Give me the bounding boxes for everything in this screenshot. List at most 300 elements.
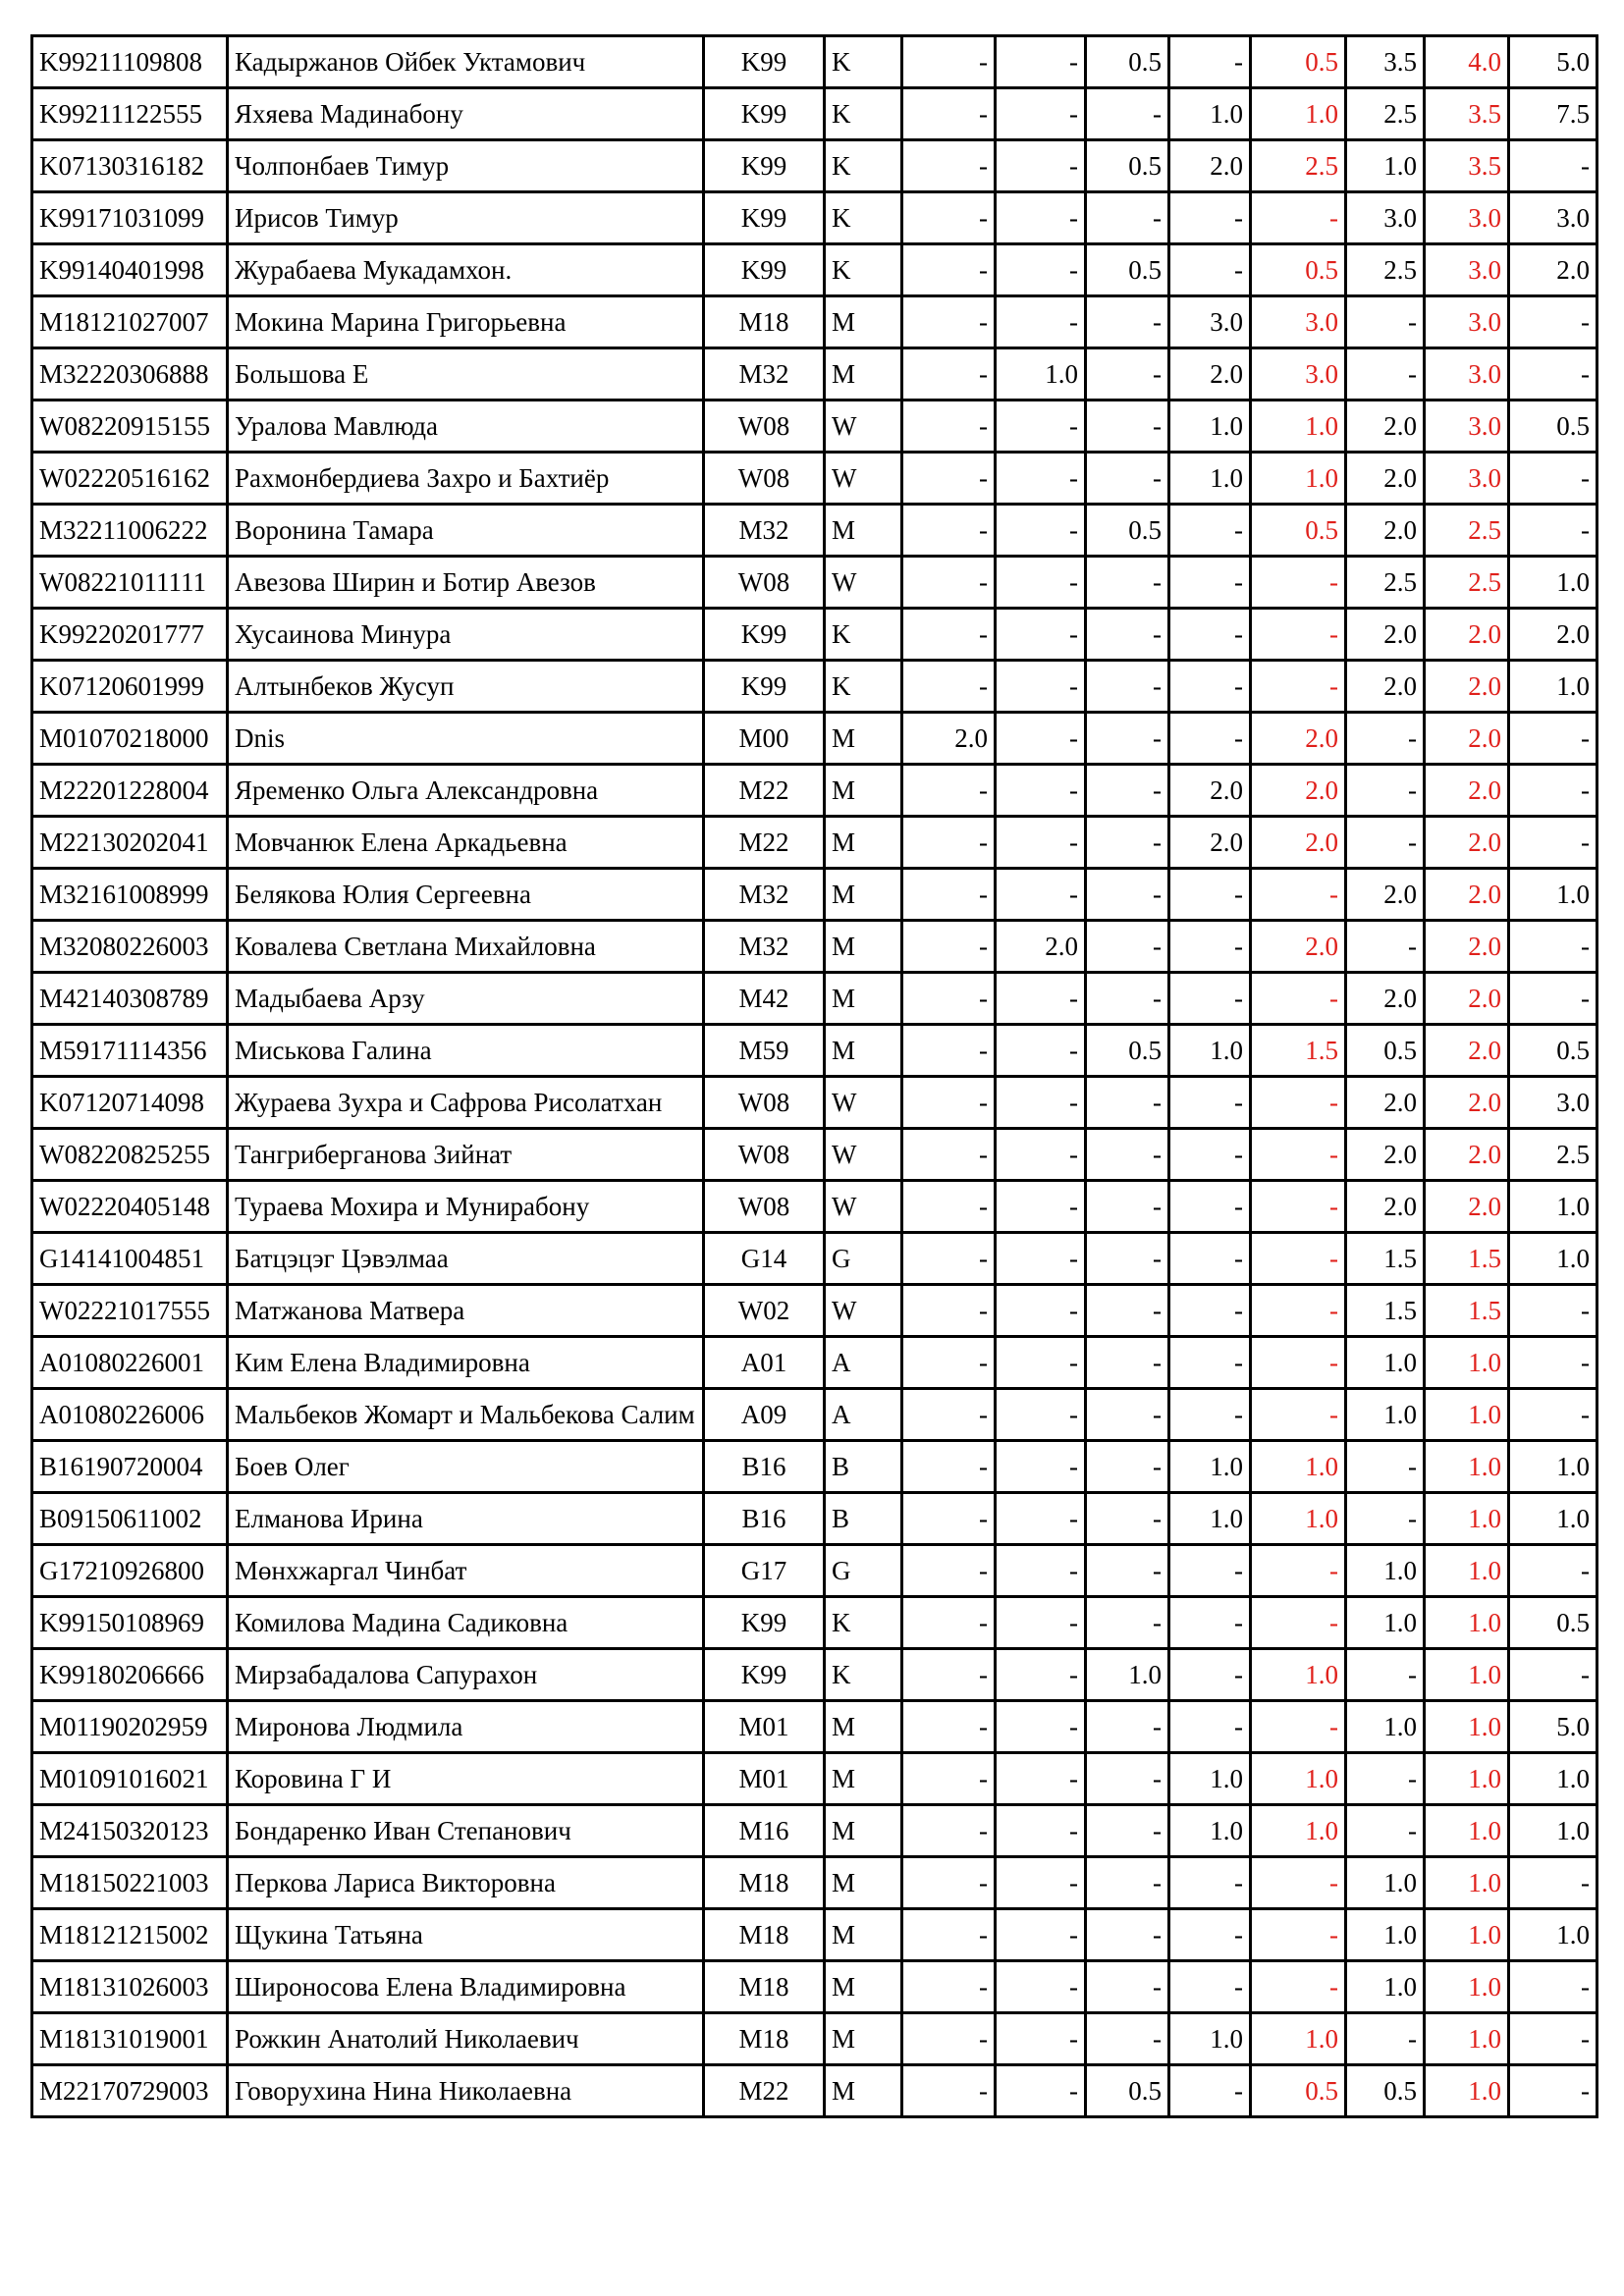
table-row <box>32 453 1597 505</box>
value-2-cell: - <box>996 1025 1086 1077</box>
table-row <box>32 348 1597 400</box>
value-4-cell: - <box>1169 1389 1251 1441</box>
group-letter-cell: M <box>825 921 902 973</box>
value-5-cell: - <box>1346 765 1425 817</box>
value-5-cell: 1.0 <box>1346 1389 1425 1441</box>
member-name-cell: Мальбеков Жомарт и Мальбекова Салим <box>228 1389 704 1441</box>
value-2-cell: - <box>996 2013 1086 2065</box>
value-2-cell: - <box>996 1233 1086 1285</box>
group-code-cell: W08 <box>704 557 825 609</box>
value-4-cell: - <box>1169 713 1251 765</box>
value-5-cell: 2.0 <box>1346 505 1425 557</box>
value-2-cell: - <box>996 244 1086 296</box>
member-name-cell: Миськова Галина <box>228 1025 704 1077</box>
member-name-cell: Коровина Г И <box>228 1753 704 1805</box>
value-3-cell: - <box>1086 296 1169 348</box>
member-name-cell: Белякова Юлия Сергеевна <box>228 869 704 921</box>
value-3-cell: - <box>1086 1857 1169 1909</box>
subtotal-cell: 0.5 <box>1251 244 1346 296</box>
value-6-cell: 3.0 <box>1509 192 1597 244</box>
subtotal-cell: 1.5 <box>1251 1025 1346 1077</box>
group-code-cell: K99 <box>704 661 825 713</box>
value-6-cell: - <box>1509 2065 1597 2117</box>
group-letter-cell: W <box>825 557 902 609</box>
value-6-cell: 0.5 <box>1509 1597 1597 1649</box>
value-5-cell: 1.0 <box>1346 1597 1425 1649</box>
value-2-cell: - <box>996 1753 1086 1805</box>
table-row <box>32 1285 1597 1337</box>
table-row <box>32 1337 1597 1389</box>
group-letter-cell: M <box>825 1805 902 1857</box>
member-name-cell: Dnis <box>228 713 704 765</box>
value-6-cell: 0.5 <box>1509 400 1597 453</box>
value-4-cell: 2.0 <box>1169 765 1251 817</box>
group-code-cell: M00 <box>704 713 825 765</box>
value-3-cell: - <box>1086 1285 1169 1337</box>
value-5-cell: 1.5 <box>1346 1285 1425 1337</box>
value-2-cell: - <box>996 1857 1086 1909</box>
value-3-cell: - <box>1086 1129 1169 1181</box>
value-4-cell: - <box>1169 244 1251 296</box>
value-4-cell: - <box>1169 1909 1251 1961</box>
subtotal-cell: - <box>1251 869 1346 921</box>
total-cell: 2.0 <box>1425 713 1509 765</box>
value-6-cell: 1.0 <box>1509 661 1597 713</box>
group-letter-cell: G <box>825 1545 902 1597</box>
value-6-cell: - <box>1509 765 1597 817</box>
member-id-cell: W08220825255 <box>32 1129 228 1181</box>
group-letter-cell: B <box>825 1441 902 1493</box>
group-code-cell: M18 <box>704 1857 825 1909</box>
value-2-cell: - <box>996 869 1086 921</box>
value-4-cell: 1.0 <box>1169 1805 1251 1857</box>
group-code-cell: K99 <box>704 1649 825 1701</box>
table-row <box>32 1181 1597 1233</box>
group-letter-cell: W <box>825 1129 902 1181</box>
member-id-cell: G14141004851 <box>32 1233 228 1285</box>
value-4-cell: - <box>1169 192 1251 244</box>
subtotal-cell: 2.0 <box>1251 817 1346 869</box>
group-code-cell: K99 <box>704 244 825 296</box>
table-row <box>32 192 1597 244</box>
value-2-cell: - <box>996 1909 1086 1961</box>
member-id-cell: M18131019001 <box>32 2013 228 2065</box>
value-6-cell: 1.0 <box>1509 1909 1597 1961</box>
value-1-cell: - <box>902 400 996 453</box>
group-letter-cell: M <box>825 973 902 1025</box>
member-name-cell: Чолпонбаев Тимур <box>228 140 704 192</box>
value-4-cell: 1.0 <box>1169 88 1251 140</box>
value-6-cell: - <box>1509 1389 1597 1441</box>
value-4-cell: - <box>1169 557 1251 609</box>
value-1-cell: - <box>902 1857 996 1909</box>
total-cell: 3.5 <box>1425 88 1509 140</box>
member-name-cell: Ковалева Светлана Михайловна <box>228 921 704 973</box>
value-4-cell: 2.0 <box>1169 348 1251 400</box>
member-name-cell: Мирзабадалова Сапурахон <box>228 1649 704 1701</box>
value-6-cell: - <box>1509 1857 1597 1909</box>
value-4-cell: 1.0 <box>1169 1441 1251 1493</box>
value-2-cell: - <box>996 192 1086 244</box>
value-5-cell: - <box>1346 1493 1425 1545</box>
subtotal-cell: - <box>1251 1181 1346 1233</box>
value-5-cell: 1.0 <box>1346 1909 1425 1961</box>
table-row <box>32 1701 1597 1753</box>
total-cell: 2.5 <box>1425 557 1509 609</box>
value-4-cell: 1.0 <box>1169 1753 1251 1805</box>
total-cell: 2.0 <box>1425 1129 1509 1181</box>
total-cell: 1.0 <box>1425 1597 1509 1649</box>
value-3-cell: - <box>1086 973 1169 1025</box>
group-letter-cell: M <box>825 1857 902 1909</box>
value-5-cell: 2.0 <box>1346 661 1425 713</box>
table-row <box>32 2013 1597 2065</box>
member-id-cell: W02221017555 <box>32 1285 228 1337</box>
value-1-cell: - <box>902 1961 996 2013</box>
value-6-cell: 1.0 <box>1509 557 1597 609</box>
value-6-cell: - <box>1509 713 1597 765</box>
member-id-cell: A01080226001 <box>32 1337 228 1389</box>
table-row <box>32 1233 1597 1285</box>
value-1-cell: - <box>902 1909 996 1961</box>
value-5-cell: 2.0 <box>1346 609 1425 661</box>
total-cell: 1.0 <box>1425 1441 1509 1493</box>
value-6-cell: - <box>1509 1285 1597 1337</box>
value-2-cell: - <box>996 1389 1086 1441</box>
value-6-cell: - <box>1509 1545 1597 1597</box>
value-1-cell: - <box>902 609 996 661</box>
member-name-cell: Широносова Елена Владимировна <box>228 1961 704 2013</box>
value-2-cell: - <box>996 140 1086 192</box>
value-1-cell: - <box>902 36 996 88</box>
value-1-cell: - <box>902 1545 996 1597</box>
value-1-cell: - <box>902 1077 996 1129</box>
member-id-cell: G17210926800 <box>32 1545 228 1597</box>
value-5-cell: 0.5 <box>1346 1025 1425 1077</box>
member-id-cell: W08220915155 <box>32 400 228 453</box>
group-letter-cell: M <box>825 2013 902 2065</box>
value-3-cell: - <box>1086 1909 1169 1961</box>
value-2-cell: - <box>996 1961 1086 2013</box>
member-id-cell: M18150221003 <box>32 1857 228 1909</box>
member-id-cell: M01190202959 <box>32 1701 228 1753</box>
total-cell: 2.0 <box>1425 921 1509 973</box>
value-1-cell: - <box>902 1441 996 1493</box>
total-cell: 2.0 <box>1425 869 1509 921</box>
value-3-cell: - <box>1086 1597 1169 1649</box>
subtotal-cell: 2.5 <box>1251 140 1346 192</box>
group-code-cell: G14 <box>704 1233 825 1285</box>
value-5-cell: 1.0 <box>1346 140 1425 192</box>
group-letter-cell: M <box>825 713 902 765</box>
subtotal-cell: 3.0 <box>1251 348 1346 400</box>
group-code-cell: B16 <box>704 1441 825 1493</box>
table-body <box>32 36 1597 2117</box>
table-row <box>32 869 1597 921</box>
member-id-cell: B16190720004 <box>32 1441 228 1493</box>
member-name-cell: Яременко Ольга Александровна <box>228 765 704 817</box>
value-4-cell: - <box>1169 973 1251 1025</box>
value-2-cell: - <box>996 453 1086 505</box>
group-code-cell: K99 <box>704 140 825 192</box>
group-letter-cell: K <box>825 36 902 88</box>
value-3-cell: - <box>1086 1337 1169 1389</box>
group-code-cell: M18 <box>704 1909 825 1961</box>
group-code-cell: M16 <box>704 1805 825 1857</box>
value-3-cell: - <box>1086 192 1169 244</box>
total-cell: 2.0 <box>1425 817 1509 869</box>
value-6-cell: 1.0 <box>1509 1441 1597 1493</box>
value-1-cell: - <box>902 1701 996 1753</box>
value-3-cell: - <box>1086 1493 1169 1545</box>
member-id-cell: K99211122555 <box>32 88 228 140</box>
value-4-cell: - <box>1169 609 1251 661</box>
value-4-cell: 1.0 <box>1169 1025 1251 1077</box>
member-id-cell: K99220201777 <box>32 609 228 661</box>
group-code-cell: A09 <box>704 1389 825 1441</box>
value-3-cell: - <box>1086 713 1169 765</box>
value-2-cell: - <box>996 973 1086 1025</box>
value-6-cell: 1.0 <box>1509 1181 1597 1233</box>
table-row <box>32 1493 1597 1545</box>
group-letter-cell: M <box>825 2065 902 2117</box>
value-2-cell: - <box>996 2065 1086 2117</box>
total-cell: 1.0 <box>1425 1649 1509 1701</box>
value-4-cell: - <box>1169 36 1251 88</box>
value-5-cell: 3.5 <box>1346 36 1425 88</box>
value-2-cell: - <box>996 1181 1086 1233</box>
table-row <box>32 88 1597 140</box>
value-3-cell: - <box>1086 1077 1169 1129</box>
value-5-cell: 0.5 <box>1346 2065 1425 2117</box>
value-2-cell: - <box>996 400 1086 453</box>
subtotal-cell: 1.0 <box>1251 400 1346 453</box>
member-name-cell: Хусаинова Минура <box>228 609 704 661</box>
table-row <box>32 1597 1597 1649</box>
value-5-cell: 2.0 <box>1346 1129 1425 1181</box>
table-row <box>32 1961 1597 2013</box>
value-2-cell: - <box>996 1597 1086 1649</box>
total-cell: 4.0 <box>1425 36 1509 88</box>
value-6-cell: - <box>1509 1961 1597 2013</box>
value-1-cell: - <box>902 817 996 869</box>
value-2-cell: - <box>996 1805 1086 1857</box>
value-6-cell: - <box>1509 348 1597 400</box>
value-3-cell: - <box>1086 817 1169 869</box>
subtotal-cell: 1.0 <box>1251 2013 1346 2065</box>
value-6-cell: 1.0 <box>1509 1753 1597 1805</box>
value-1-cell: - <box>902 973 996 1025</box>
subtotal-cell: 3.0 <box>1251 296 1346 348</box>
member-id-cell: A01080226006 <box>32 1389 228 1441</box>
table-row <box>32 400 1597 453</box>
table-row <box>32 140 1597 192</box>
member-id-cell: W08221011111 <box>32 557 228 609</box>
value-1-cell: - <box>902 869 996 921</box>
member-name-cell: Авезова Ширин и Ботир Авезов <box>228 557 704 609</box>
value-4-cell: - <box>1169 1337 1251 1389</box>
member-name-cell: Комилова Мадина Садиковна <box>228 1597 704 1649</box>
value-6-cell: - <box>1509 296 1597 348</box>
group-code-cell: M32 <box>704 348 825 400</box>
subtotal-cell: 1.0 <box>1251 1493 1346 1545</box>
value-4-cell: 2.0 <box>1169 817 1251 869</box>
table-row <box>32 1857 1597 1909</box>
member-id-cell: M18121027007 <box>32 296 228 348</box>
value-3-cell: - <box>1086 557 1169 609</box>
value-5-cell: - <box>1346 1441 1425 1493</box>
subtotal-cell: 0.5 <box>1251 505 1346 557</box>
value-3-cell: - <box>1086 348 1169 400</box>
value-1-cell: - <box>902 661 996 713</box>
value-2-cell: 2.0 <box>996 921 1086 973</box>
member-id-cell: K07120714098 <box>32 1077 228 1129</box>
member-name-cell: Воронина Тамара <box>228 505 704 557</box>
group-code-cell: A01 <box>704 1337 825 1389</box>
value-6-cell: 1.0 <box>1509 1493 1597 1545</box>
value-4-cell: - <box>1169 869 1251 921</box>
group-letter-cell: M <box>825 1961 902 2013</box>
member-name-cell: Миронова Людмила <box>228 1701 704 1753</box>
member-name-cell: Уралова Мавлюда <box>228 400 704 453</box>
value-1-cell: - <box>902 1285 996 1337</box>
member-id-cell: K99211109808 <box>32 36 228 88</box>
value-6-cell: 2.0 <box>1509 244 1597 296</box>
value-3-cell: 1.0 <box>1086 1649 1169 1701</box>
value-5-cell: 1.5 <box>1346 1233 1425 1285</box>
value-5-cell: - <box>1346 1805 1425 1857</box>
member-name-cell: Бондаренко Иван Степанович <box>228 1805 704 1857</box>
total-cell: 2.0 <box>1425 661 1509 713</box>
group-letter-cell: M <box>825 1753 902 1805</box>
subtotal-cell: - <box>1251 609 1346 661</box>
member-id-cell: K99140401998 <box>32 244 228 296</box>
value-3-cell: 0.5 <box>1086 140 1169 192</box>
member-id-cell: M01070218000 <box>32 713 228 765</box>
value-1-cell: - <box>902 1337 996 1389</box>
member-name-cell: Яхяева Мадинабону <box>228 88 704 140</box>
value-5-cell: 2.5 <box>1346 88 1425 140</box>
value-3-cell: - <box>1086 1701 1169 1753</box>
member-id-cell: K07130316182 <box>32 140 228 192</box>
subtotal-cell: 2.0 <box>1251 921 1346 973</box>
value-5-cell: 2.0 <box>1346 1077 1425 1129</box>
value-6-cell: - <box>1509 453 1597 505</box>
member-name-cell: Алтынбеков Жусуп <box>228 661 704 713</box>
table-row <box>32 973 1597 1025</box>
total-cell: 1.0 <box>1425 1805 1509 1857</box>
member-id-cell: M24150320123 <box>32 1805 228 1857</box>
value-1-cell: - <box>902 348 996 400</box>
table-row <box>32 817 1597 869</box>
value-6-cell: - <box>1509 1337 1597 1389</box>
member-id-cell: M01091016021 <box>32 1753 228 1805</box>
value-3-cell: - <box>1086 1961 1169 2013</box>
group-letter-cell: W <box>825 400 902 453</box>
table-row <box>32 1077 1597 1129</box>
value-5-cell: - <box>1346 921 1425 973</box>
total-cell: 3.0 <box>1425 453 1509 505</box>
value-2-cell: - <box>996 1649 1086 1701</box>
value-2-cell: - <box>996 1129 1086 1181</box>
value-5-cell: - <box>1346 296 1425 348</box>
value-5-cell: 2.0 <box>1346 1181 1425 1233</box>
subtotal-cell: 1.0 <box>1251 1805 1346 1857</box>
subtotal-cell: 1.0 <box>1251 1753 1346 1805</box>
member-id-cell: M22130202041 <box>32 817 228 869</box>
value-6-cell: - <box>1509 921 1597 973</box>
value-1-cell: - <box>902 765 996 817</box>
total-cell: 3.0 <box>1425 348 1509 400</box>
member-id-cell: K99171031099 <box>32 192 228 244</box>
group-code-cell: M01 <box>704 1701 825 1753</box>
value-1-cell: - <box>902 2013 996 2065</box>
group-code-cell: W08 <box>704 1181 825 1233</box>
value-2-cell: - <box>996 505 1086 557</box>
group-letter-cell: M <box>825 1909 902 1961</box>
group-code-cell: W08 <box>704 1077 825 1129</box>
group-letter-cell: M <box>825 1025 902 1077</box>
member-name-cell: Ким Елена Владимировна <box>228 1337 704 1389</box>
group-letter-cell: W <box>825 1181 902 1233</box>
table-row <box>32 244 1597 296</box>
group-letter-cell: M <box>825 296 902 348</box>
value-5-cell: 2.5 <box>1346 244 1425 296</box>
total-cell: 2.0 <box>1425 765 1509 817</box>
subtotal-cell: - <box>1251 1857 1346 1909</box>
member-id-cell: M32161008999 <box>32 869 228 921</box>
table-row <box>32 1649 1597 1701</box>
total-cell: 1.0 <box>1425 1493 1509 1545</box>
value-3-cell: - <box>1086 1441 1169 1493</box>
subtotal-cell: 0.5 <box>1251 36 1346 88</box>
value-6-cell: 5.0 <box>1509 1701 1597 1753</box>
value-2-cell: - <box>996 1077 1086 1129</box>
member-name-cell: Кадыржанов Ойбек Уктамович <box>228 36 704 88</box>
subtotal-cell: 2.0 <box>1251 713 1346 765</box>
value-3-cell: - <box>1086 765 1169 817</box>
member-name-cell: Мадыбаева Арзу <box>228 973 704 1025</box>
value-3-cell: 0.5 <box>1086 1025 1169 1077</box>
table-row <box>32 1441 1597 1493</box>
value-6-cell: 5.0 <box>1509 36 1597 88</box>
value-3-cell: 0.5 <box>1086 2065 1169 2117</box>
value-3-cell: - <box>1086 1233 1169 1285</box>
value-4-cell: - <box>1169 1701 1251 1753</box>
group-code-cell: W08 <box>704 400 825 453</box>
table-row <box>32 1389 1597 1441</box>
member-name-cell: Мовчанюк Елена Аркадьевна <box>228 817 704 869</box>
total-cell: 1.0 <box>1425 1701 1509 1753</box>
value-2-cell: - <box>996 713 1086 765</box>
member-name-cell: Мокина Марина Григорьевна <box>228 296 704 348</box>
value-5-cell: - <box>1346 2013 1425 2065</box>
group-letter-cell: K <box>825 88 902 140</box>
value-6-cell: 3.0 <box>1509 1077 1597 1129</box>
value-5-cell: - <box>1346 1753 1425 1805</box>
member-id-cell: M18121215002 <box>32 1909 228 1961</box>
member-id-cell: K99180206666 <box>32 1649 228 1701</box>
subtotal-cell: - <box>1251 1389 1346 1441</box>
value-4-cell: - <box>1169 661 1251 713</box>
member-id-cell: M18131026003 <box>32 1961 228 2013</box>
total-cell: 1.0 <box>1425 1857 1509 1909</box>
value-2-cell: - <box>996 609 1086 661</box>
value-6-cell: 1.0 <box>1509 869 1597 921</box>
table-row <box>32 1805 1597 1857</box>
value-1-cell: - <box>902 88 996 140</box>
value-4-cell: 3.0 <box>1169 296 1251 348</box>
